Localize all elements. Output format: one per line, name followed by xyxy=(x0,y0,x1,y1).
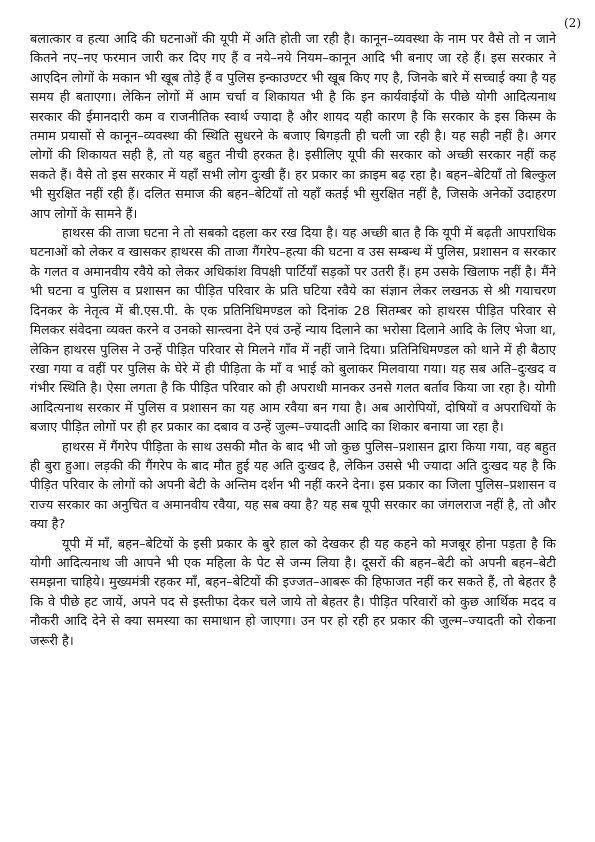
letter-body xyxy=(30,30,556,651)
page-number: (2) xyxy=(564,16,581,30)
paragraph-2: हाथरस की ताजा घटना ने तो सबको दहला कर रख दिया है। यह अच्छी बात है कि यूपी में बढ़ती आपराधिक घटनाओं को लेकर व खासकर हाथरस की ताजा गैंगरेप–हत्या की घटना व उस सम्बन्ध में पुलिस, प्रशासन व सरकार के गलत व अमानवीय रवैये को लेकर अधिकांश विपक्षी पार्टियाँ सड़कों पर उतरी हैं। हम उसके खिलाफ नहीं है। मैंने भी घटना व पुलिस व प्रशासन का पीड़ित परिवार के प्रति घटिया रवैये का संज्ञान लेकर लखनऊ से श्री गयाचरण दिनकर के नेतृत्व में बी.एस.पी. के एक प्रतिनिधिमण्डल को दिनांक 28 सितम्बर को हाथरस पीड़ित परिवार से मिलकर संवेदना व्यक्त करने व उनको सान्त्वना देने एवं उन्हें न्याय दिलाने का भरोसा दिलाने आदि के लिए भेजा था, लेकिन हाथरस पुलिस ने उन्हें पीड़ित परिवार से मिलने गाँव में नहीं जाने दिया। प्रतिनिधिमण्डल को थाने में ही बैठाए रखा गया व वहीं पर पुलिस के घेरे में ही पीड़िता के माँ व भाई को बुलाकर मिलवाया गया। यह सब अति–दुःखद व गंभीर स्थिति है। ऐसा लगता है कि पीड़ित परिवार को ही अपराधी मानकर उनसे गलत बर्ताव किया जा रहा है। योगी आदित्यनाथ सरकार में पुलिस व प्रशासन का यह आम रवैया बन गया है। अब आरोपियों, दोषियों व अपराधियों के बजाए पीड़ित लोगों पर ही हर प्रकार का दबाव व उन्हें जुल्म–ज्यादती आदि का शिकार बनाया जा रहा है। xyxy=(30,226,556,436)
paragraph-4: यूपी में माँ, बहन–बेटियों के इसी प्रकार के बुरे हाल को देखकर ही यह कहने को मजबूर होना पड़ता है कि योगी आदित्यनाथ जी आपने भी एक महिला के पेट से जन्म लिया है। दूसरों की बहन–बेटी को अपनी बहन–बेटी समझना चाहिये। मुख्यमंत्री रहकर माँ, बहन–बेटियों की इज्जत–आबरू की हिफाजत नहीं कर सकते हैं, तो बेहतर है कि वे पीछे हट जायें, अपने पद से इस्तीफा देकर चले जाये तो बेहतर है। पीड़ित परिवारों को कुछ आर्थिक मदद व नौकरी आदि देने से क्या समस्या का समाधान हो जाएगा। उन पर हो रही हर प्रकार की जुल्म–ज्यादती को रोकना जरूरी है। xyxy=(30,536,556,649)
paragraph-1: बलात्कार व हत्या आदि की घटनाओं की यूपी में अति होती जा रही है। कानून–व्यवस्था के नाम पर वैसे तो न जाने कितने नए–नए फरमान जारी कर दिए गए हैं व नये–नये नियम–कानून आदि भी बनाए जा रहे हैं। इस सरकार ने आएदिन लोगों के मकान भी खूब तोड़े हैं व पुलिस इन्काउण्टर भी खूब किए गए है, जिनके बारे में सच्चाई क्या है यह समय ही बताएगा। लेकिन लोगों में आम चर्चा व शिकायत भी है कि इन कार्यवाईयों के पीछे योगी आदित्यनाथ सरकार की ईमानदारी कम व राजनीतिक स्वार्थ ज्यादा है और शायद यही कारण है कि सरकार के इस किस्म के तमाम प्रयासों से कानून–व्यवस्था की स्थिति सुधरने के बजाए बिगड़ती ही चली जा रही है। यह सही नहीं है। अगर लोगों की शिकायत सही है, तो यह बहुत नीची हरकत है। इसीलिए यूपी की सरकार को अच्छी सरकार नहीं कह सकते हैं। वैसे तो इस सरकार में यहाँ सभी लोग दुःखी हैं। हर प्रकार का क्राइम बढ़ रहा है। बहन–बेटियाँ तो बिल्कुल भी सुरक्षित नहीं रही हैं। दलित समाज की बहन–बेटियाँ तो यहाँ कतई भी सुरक्षित नहीं है, जिसके अनेकों उदाहरण आप लोगों के सामने हैं। xyxy=(30,32,556,222)
paragraph-3: हाथरस में गैंगरेप पीड़िता के साथ उसकी मौत के बाद भी जो कुछ पुलिस–प्रशासन द्वारा किया गया, वह बहुत ही बुरा हुआ। लड़की की गैंगरेप के बाद मौत हुई यह अति दुःखद है, लेकिन उससे भी ज्यादा अति दुःखद यह है कि पीड़ित परिवार के लोगों को अपनी बेटी के अन्तिम दर्शन भी नहीं करने देना। इस प्रकार का जिला पुलिस–प्रशासन व राज्य सरकार का अनुचित व अमानवीय रवैया, यह सब क्या है? यह सब यूपी सरकार का जंगलराज नहीं है, तो और क्या है? xyxy=(30,439,556,533)
